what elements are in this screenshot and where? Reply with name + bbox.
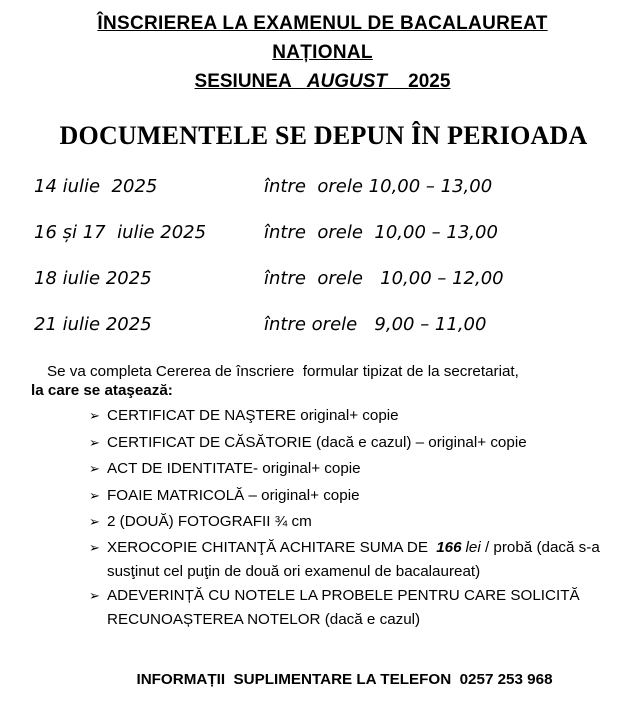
session-year: 2025 bbox=[408, 71, 451, 92]
fee-text-after: / probă (dacă s-a susţinut cel puţin de două ori examenul de bacalaureat) bbox=[107, 538, 600, 580]
schedule-hours: între orele 10,00 – 13,00 bbox=[264, 176, 493, 197]
arrow-right-icon: ➢ bbox=[89, 408, 100, 423]
list-item bbox=[89, 483, 619, 510]
document-text: FOAIE MATRICOLĂ – original+ copie bbox=[107, 486, 360, 504]
list-item-fee bbox=[89, 536, 619, 584]
title-line-2: NAȚIONAL bbox=[272, 42, 373, 63]
schedule-hours: între orele 9,00 – 11,00 bbox=[264, 314, 487, 335]
schedule-row bbox=[34, 310, 614, 356]
list-item bbox=[89, 456, 619, 483]
arrow-right-icon: ➢ bbox=[89, 514, 100, 529]
document-text: CERTIFICAT DE CĂSĂTORIE (dacă e cazul) – original+ copie bbox=[107, 433, 527, 451]
schedule-date: 14 iulie 2025 bbox=[34, 176, 158, 197]
schedule-hours: între orele 10,00 – 12,00 bbox=[264, 268, 504, 289]
session-month: AUGUST bbox=[306, 71, 388, 92]
schedule-date: 18 iulie 2025 bbox=[34, 268, 152, 289]
page-heading: DOCUMENTELE SE DEPUN ÎN PERIOADA bbox=[59, 121, 588, 150]
arrow-right-icon: ➢ bbox=[89, 587, 100, 603]
schedule-row bbox=[34, 218, 614, 264]
intro-text: Se va completa Cererea de înscriere formular tipizat de la secretariat, bbox=[47, 363, 519, 380]
list-item bbox=[89, 430, 619, 457]
schedule-row bbox=[34, 172, 614, 218]
attach-label: la care se ataşează: bbox=[31, 382, 173, 399]
list-item bbox=[89, 509, 619, 536]
documents-list bbox=[0, 403, 619, 632]
schedule-row bbox=[34, 264, 614, 310]
schedule-date: 16 și 17 iulie 2025 bbox=[34, 222, 207, 243]
fee-amount: 166 bbox=[436, 538, 462, 556]
session-word: SESIUNEA bbox=[194, 71, 291, 92]
schedule-hours: între orele 10,00 – 13,00 bbox=[264, 222, 498, 243]
arrow-right-icon: ➢ bbox=[89, 539, 100, 555]
schedule-date: 21 iulie 2025 bbox=[34, 314, 152, 335]
arrow-right-icon: ➢ bbox=[89, 434, 100, 450]
title-block bbox=[0, 9, 635, 96]
arrow-right-icon: ➢ bbox=[89, 487, 100, 503]
list-item bbox=[89, 403, 619, 430]
document-text: ACT DE IDENTITATE- original+ copie bbox=[107, 460, 361, 477]
arrow-right-icon: ➢ bbox=[89, 461, 100, 476]
instructions-section bbox=[0, 362, 635, 632]
list-item bbox=[89, 584, 619, 632]
footer-contact: INFORMAȚII SUPLIMENTARE LA TELEFON 0257 253 968 bbox=[136, 671, 553, 688]
session-line bbox=[0, 67, 635, 96]
fee-text-before: XEROCOPIE CHITANŢĂ ACHITARE SUMA DE bbox=[107, 538, 428, 556]
schedule-list bbox=[34, 172, 614, 356]
fee-unit: lei bbox=[465, 538, 481, 556]
title-line-1: ÎNSCRIEREA LA EXAMENUL DE BACALAUREAT bbox=[97, 13, 548, 34]
document-text: 2 (DOUĂ) FOTOGRAFII ¾ cm bbox=[107, 513, 312, 530]
document-text: ADEVERINȚĂ CU NOTELE LA PROBELE PENTRU CARE SOLICITĂ RECUNOAȘTEREA NOTELOR (dacă e cazul) bbox=[107, 586, 580, 628]
document-text: CERTIFICAT DE NAŞTERE original+ copie bbox=[107, 407, 399, 424]
